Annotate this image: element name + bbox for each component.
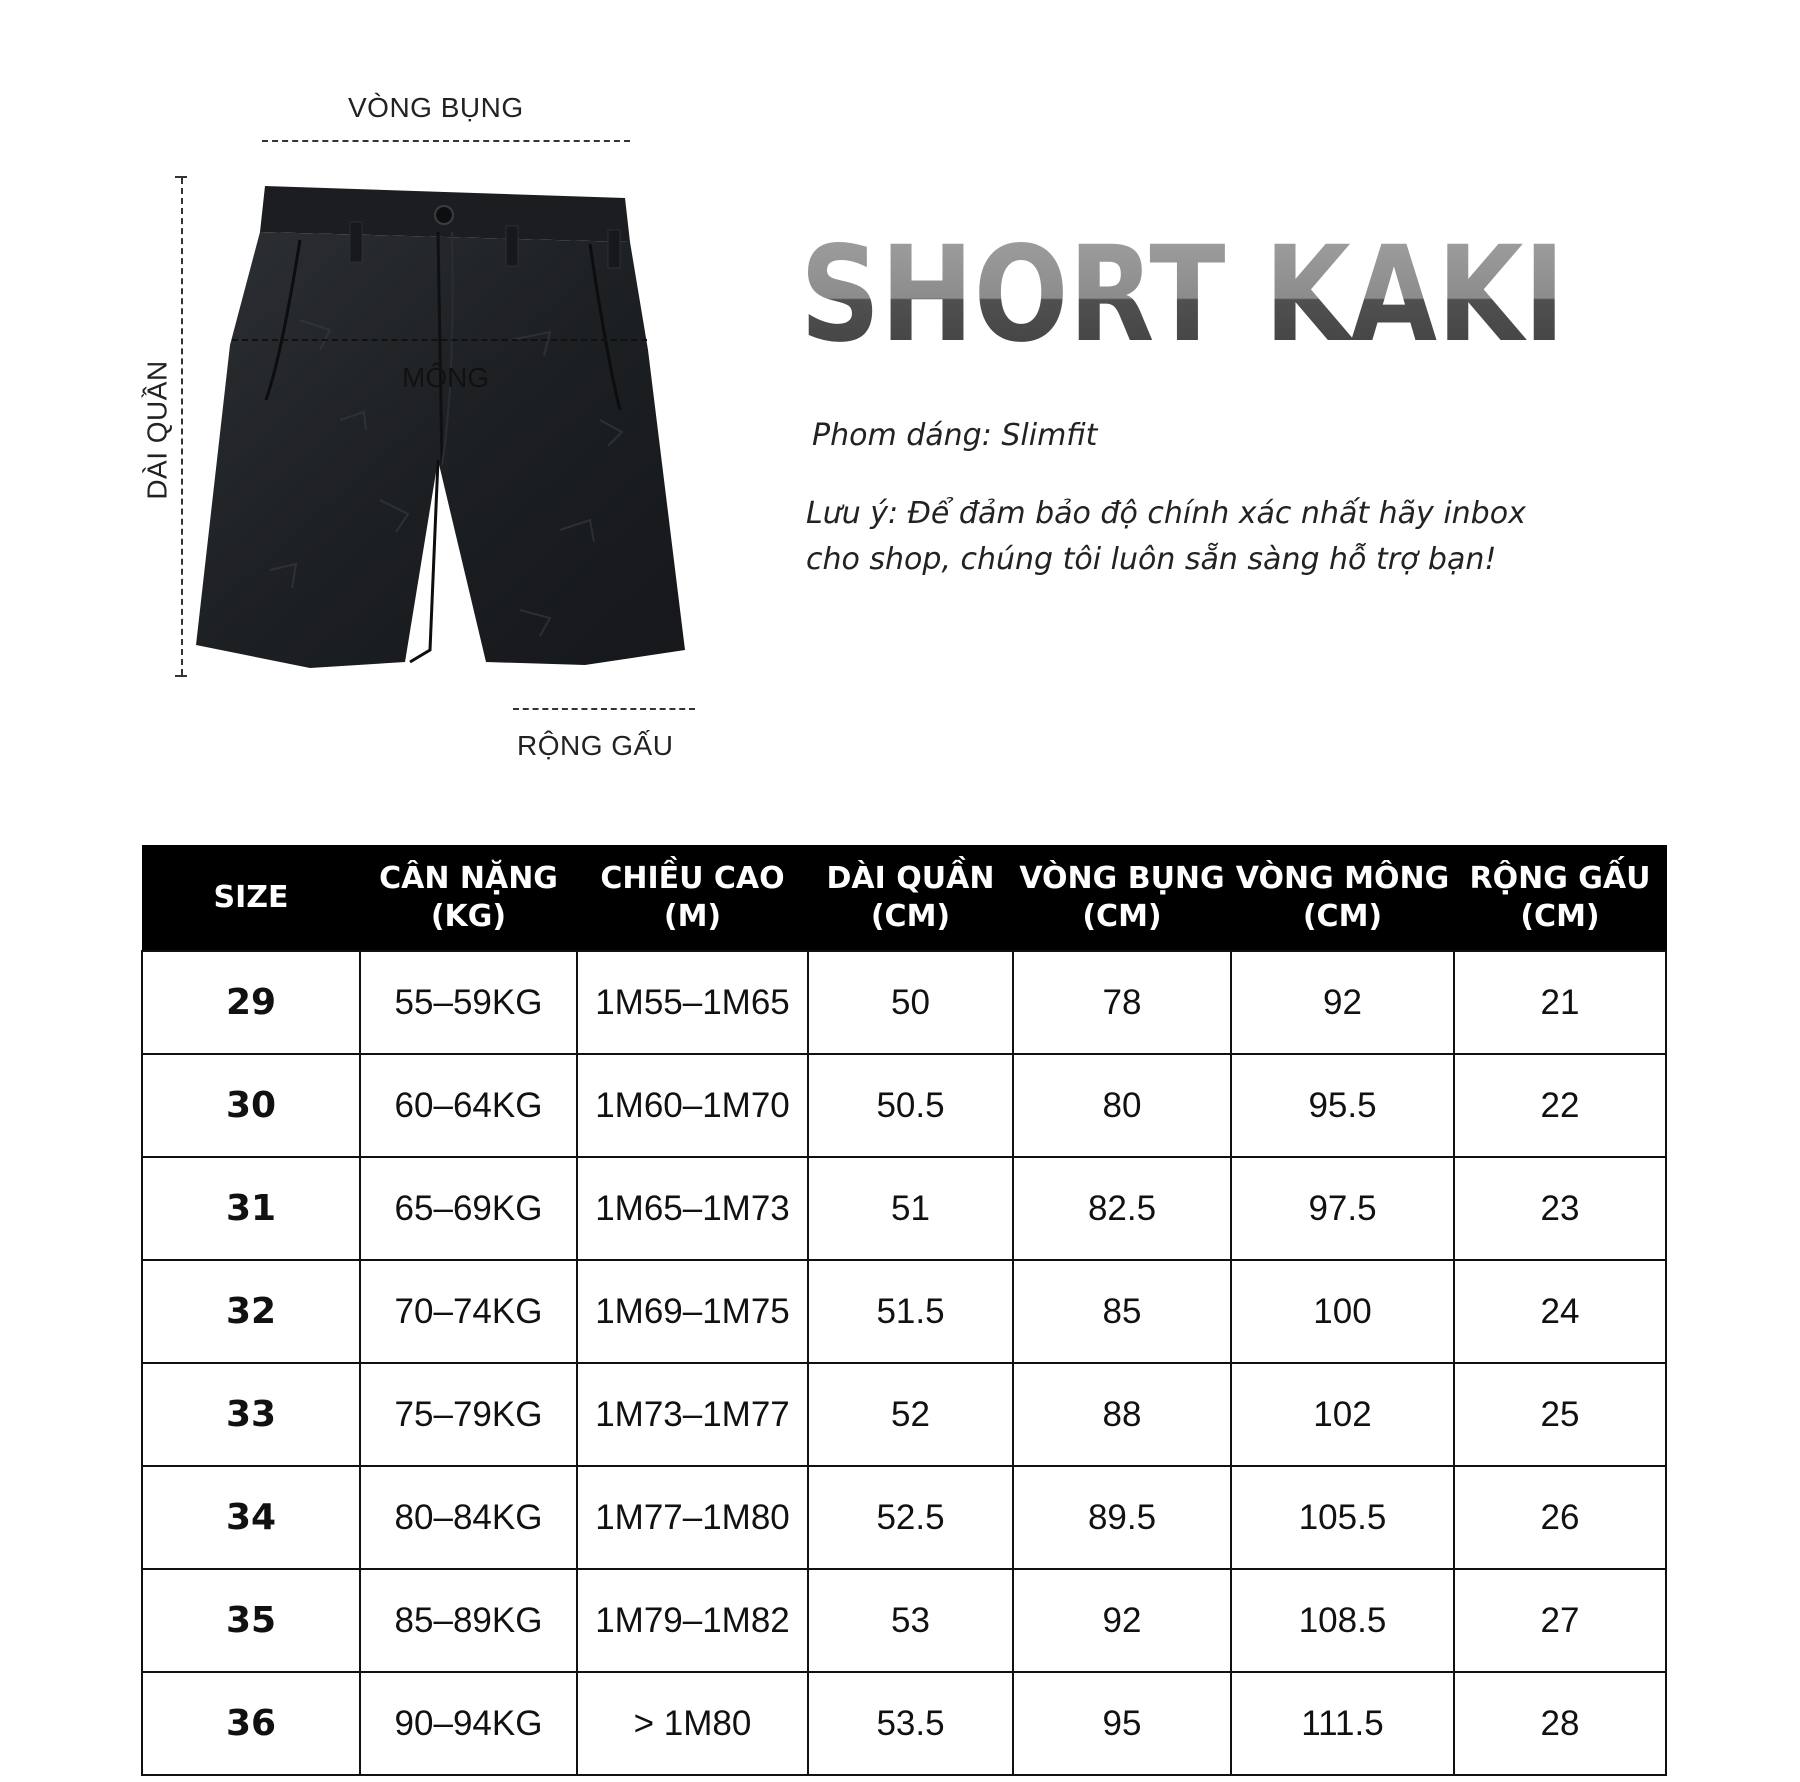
table-row bbox=[142, 1157, 1666, 1260]
weight-cell: 80–84KG bbox=[360, 1466, 577, 1569]
length-label: DÀI QUẦN bbox=[141, 360, 173, 500]
weight-cell: 90–94KG bbox=[360, 1672, 577, 1775]
waist-cell: 80 bbox=[1013, 1054, 1231, 1157]
hem-cell: 28 bbox=[1454, 1672, 1666, 1775]
weight-cell: 75–79KG bbox=[360, 1363, 577, 1466]
hem-cell: 25 bbox=[1454, 1363, 1666, 1466]
length-cell: 53 bbox=[808, 1569, 1013, 1672]
waist-cell: 88 bbox=[1013, 1363, 1231, 1466]
waist-cell: 95 bbox=[1013, 1672, 1231, 1775]
hem-label: RỘNG GẤU bbox=[517, 730, 674, 761]
hip-cell: 102 bbox=[1231, 1363, 1454, 1466]
product-title bbox=[800, 228, 1700, 358]
header-hip: VÒNG MÔNG (CM) bbox=[1231, 845, 1454, 951]
hem-cell: 23 bbox=[1454, 1157, 1666, 1260]
waist-cell: 89.5 bbox=[1013, 1466, 1231, 1569]
table-header-row bbox=[142, 845, 1666, 951]
size-cell: 34 bbox=[142, 1466, 360, 1569]
hip-cell: 108.5 bbox=[1231, 1569, 1454, 1672]
weight-cell: 70–74KG bbox=[360, 1260, 577, 1363]
table-row bbox=[142, 1054, 1666, 1157]
size-cell: 33 bbox=[142, 1363, 360, 1466]
size-cell: 36 bbox=[142, 1672, 360, 1775]
hip-cell: 97.5 bbox=[1231, 1157, 1454, 1260]
table-row bbox=[142, 951, 1666, 1054]
height-cell: 1M77–1M80 bbox=[577, 1466, 808, 1569]
hip-dash-line bbox=[232, 339, 647, 341]
size-cell: 35 bbox=[142, 1569, 360, 1672]
height-cell: 1M73–1M77 bbox=[577, 1363, 808, 1466]
length-cell: 52.5 bbox=[808, 1466, 1013, 1569]
length-cell: 50.5 bbox=[808, 1054, 1013, 1157]
length-cell: 50 bbox=[808, 951, 1013, 1054]
waist-dash-line bbox=[262, 140, 630, 142]
size-chart-table bbox=[141, 845, 1667, 1776]
hip-cell: 111.5 bbox=[1231, 1672, 1454, 1775]
waist-label: VÒNG BỤNG bbox=[348, 92, 524, 123]
header-size: SIZE bbox=[142, 845, 360, 951]
hip-label: MÔNG bbox=[402, 362, 490, 393]
height-cell: 1M60–1M70 bbox=[577, 1054, 808, 1157]
hip-cell: 105.5 bbox=[1231, 1466, 1454, 1569]
fit-label: Phom dáng: bbox=[812, 418, 992, 453]
product-title-text: SHORT KAKI bbox=[800, 228, 1565, 358]
header-waist: VÒNG BỤNG (CM) bbox=[1013, 845, 1231, 951]
height-cell: 1M79–1M82 bbox=[577, 1569, 808, 1672]
hem-cell: 22 bbox=[1454, 1054, 1666, 1157]
size-cell: 29 bbox=[142, 951, 360, 1054]
height-cell: > 1M80 bbox=[577, 1672, 808, 1775]
weight-cell: 55–59KG bbox=[360, 951, 577, 1054]
table-row bbox=[142, 1569, 1666, 1672]
shorts-image bbox=[180, 170, 720, 690]
fit-value: Slimfit bbox=[1001, 418, 1098, 453]
fit-info bbox=[812, 418, 1097, 453]
hem-cell: 21 bbox=[1454, 951, 1666, 1054]
waist-cell: 85 bbox=[1013, 1260, 1231, 1363]
header-height: CHIỀU CAO (M) bbox=[577, 845, 808, 951]
length-cell: 52 bbox=[808, 1363, 1013, 1466]
weight-cell: 65–69KG bbox=[360, 1157, 577, 1260]
weight-cell: 85–89KG bbox=[360, 1569, 577, 1672]
note-line-2: cho shop, chúng tôi luôn sẵn sàng hỗ trợ bạn! bbox=[806, 542, 1497, 577]
hem-dash-line bbox=[513, 708, 695, 710]
waist-cell: 78 bbox=[1013, 951, 1231, 1054]
header-hem: RỘNG GẤU (CM) bbox=[1454, 845, 1666, 951]
hip-cell: 100 bbox=[1231, 1260, 1454, 1363]
header-length: DÀI QUẦN (CM) bbox=[808, 845, 1013, 951]
header-weight: CÂN NẶNG (KG) bbox=[360, 845, 577, 951]
height-cell: 1M55–1M65 bbox=[577, 951, 808, 1054]
size-cell: 31 bbox=[142, 1157, 360, 1260]
height-cell: 1M65–1M73 bbox=[577, 1157, 808, 1260]
table-row bbox=[142, 1466, 1666, 1569]
table-row bbox=[142, 1363, 1666, 1466]
length-cell: 51 bbox=[808, 1157, 1013, 1260]
length-cell: 51.5 bbox=[808, 1260, 1013, 1363]
size-cell: 32 bbox=[142, 1260, 360, 1363]
table-row bbox=[142, 1260, 1666, 1363]
waist-cell: 82.5 bbox=[1013, 1157, 1231, 1260]
table-row bbox=[142, 1672, 1666, 1775]
hem-cell: 24 bbox=[1454, 1260, 1666, 1363]
hip-cell: 92 bbox=[1231, 951, 1454, 1054]
hip-cell: 95.5 bbox=[1231, 1054, 1454, 1157]
waist-cell: 92 bbox=[1013, 1569, 1231, 1672]
note-line-1: Lưu ý: Để đảm bảo độ chính xác nhất hãy inbox bbox=[806, 496, 1526, 531]
weight-cell: 60–64KG bbox=[360, 1054, 577, 1157]
height-cell: 1M69–1M75 bbox=[577, 1260, 808, 1363]
hem-cell: 26 bbox=[1454, 1466, 1666, 1569]
hem-cell: 27 bbox=[1454, 1569, 1666, 1672]
length-cell: 53.5 bbox=[808, 1672, 1013, 1775]
size-cell: 30 bbox=[142, 1054, 360, 1157]
